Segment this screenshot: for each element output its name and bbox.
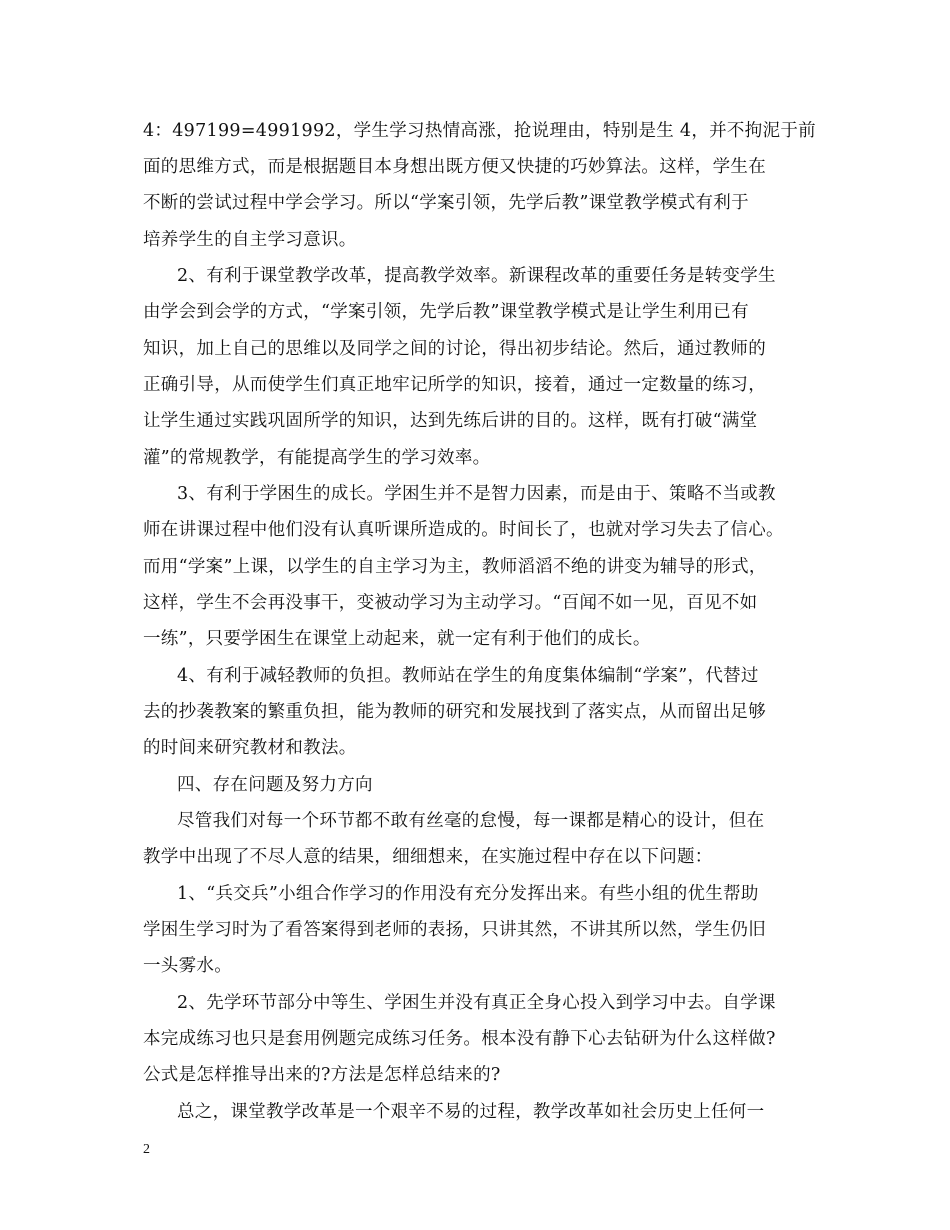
paragraph-first-line: 3、有利于学困生的成长。学困生并不是智力因素，而是由于、策略不当或教 [177,484,776,504]
paragraph-first-line: 1、“兵交兵”小组合作学习的作用没有充分发挥出来。有些小组的优生帮助 [177,884,759,904]
paragraph-first-line: 2、有利于课堂教学改革，提高教学效率。新课程改革的重要任务是转变学生 [177,266,776,286]
text-line: 面的思维方式，而是根据题目本身想出既方便又快捷的巧妙算法。这样，学生在 [143,157,766,177]
text-line: 去的抄袭教案的繁重负担，能为教师的研究和发展找到了落实点，从而留出足够 [143,702,766,722]
text-line: 一练”，只要学困生在课堂上动起来，就一定有利于他们的成长。 [143,629,651,649]
page-number: 2 [143,1142,150,1157]
text-line: 不断的尝试过程中学会学习。所以“学案引领，先学后教”课堂教学模式有利于 [143,193,749,213]
text-line: 学困生学习时为了看答案得到老师的表扬，只讲其然，不讲其所以然，学生仍旧 [143,920,766,940]
text-line: 教学中出现了不尽人意的结果，细细想来，在实施过程中存在以下问题： [143,847,713,867]
text-line: 本完成练习也只是套用例题完成练习任务。根本没有静下心去钻研为什么这样做? [143,1029,776,1049]
text-line: 灌”的常规教学，有能提高学生的学习效率。 [143,448,491,468]
text-line: 让学生通过实践巩固所学的知识，达到先练后讲的目的。这样，既有打破“满堂 [143,411,758,431]
text-line: 培养学生的自主学习意识。 [143,230,357,250]
text-line: 知识，加上自己的思维以及同学之间的讨论，得出初步结论。然后，通过教师的 [143,339,766,359]
paragraph-first-line: 4、有利于减轻教师的负担。教师站在学生的角度集体编制“学案”，代替过 [177,666,759,686]
text-line: 公式是怎样推导出来的?方法是怎样总结来的? [143,1065,501,1085]
text-line: 4：497199=4991992，学生学习热情高涨，抢说理由，特别是生 4，并不拘泥于前 [143,121,816,141]
text-line: 正确引导，从而使学生们真正地牢记所学的知识，接着，通过一定数量的练习， [143,375,766,395]
section-heading: 四、存在问题及努力方向 [177,775,373,795]
paragraph-first-line: 总之，课堂教学改革是一个艰辛不易的过程，教学改革如社会历史上任何一 [177,1102,765,1122]
text-line: 师在讲课过程中他们没有认真听课所造成的。时间长了，也就对学习失去了信心。 [143,520,784,540]
text-line: 一头雾水。 [143,956,232,976]
text-line: 由学会到会学的方式，“学案引领，先学后教”课堂教学模式是让学生利用已有 [143,302,749,322]
paragraph-first-line: 尽管我们对每一个环节都不敢有丝毫的怠慢，每一课都是精心的设计，但在 [177,811,765,831]
text-line: 而用“学案”上课，以学生的自主学习为主，教师滔滔不绝的讲变为辅导的形式， [143,557,767,577]
paragraph-first-line: 2、先学环节部分中等生、学困生并没有真正全身心投入到学习中去。自学课 [177,993,776,1013]
text-line: 的时间来研究教材和教法。 [143,738,357,758]
text-line: 这样，学生不会再没事干，变被动学习为主动学习。“百闻不如一见，百见不如 [143,593,758,613]
